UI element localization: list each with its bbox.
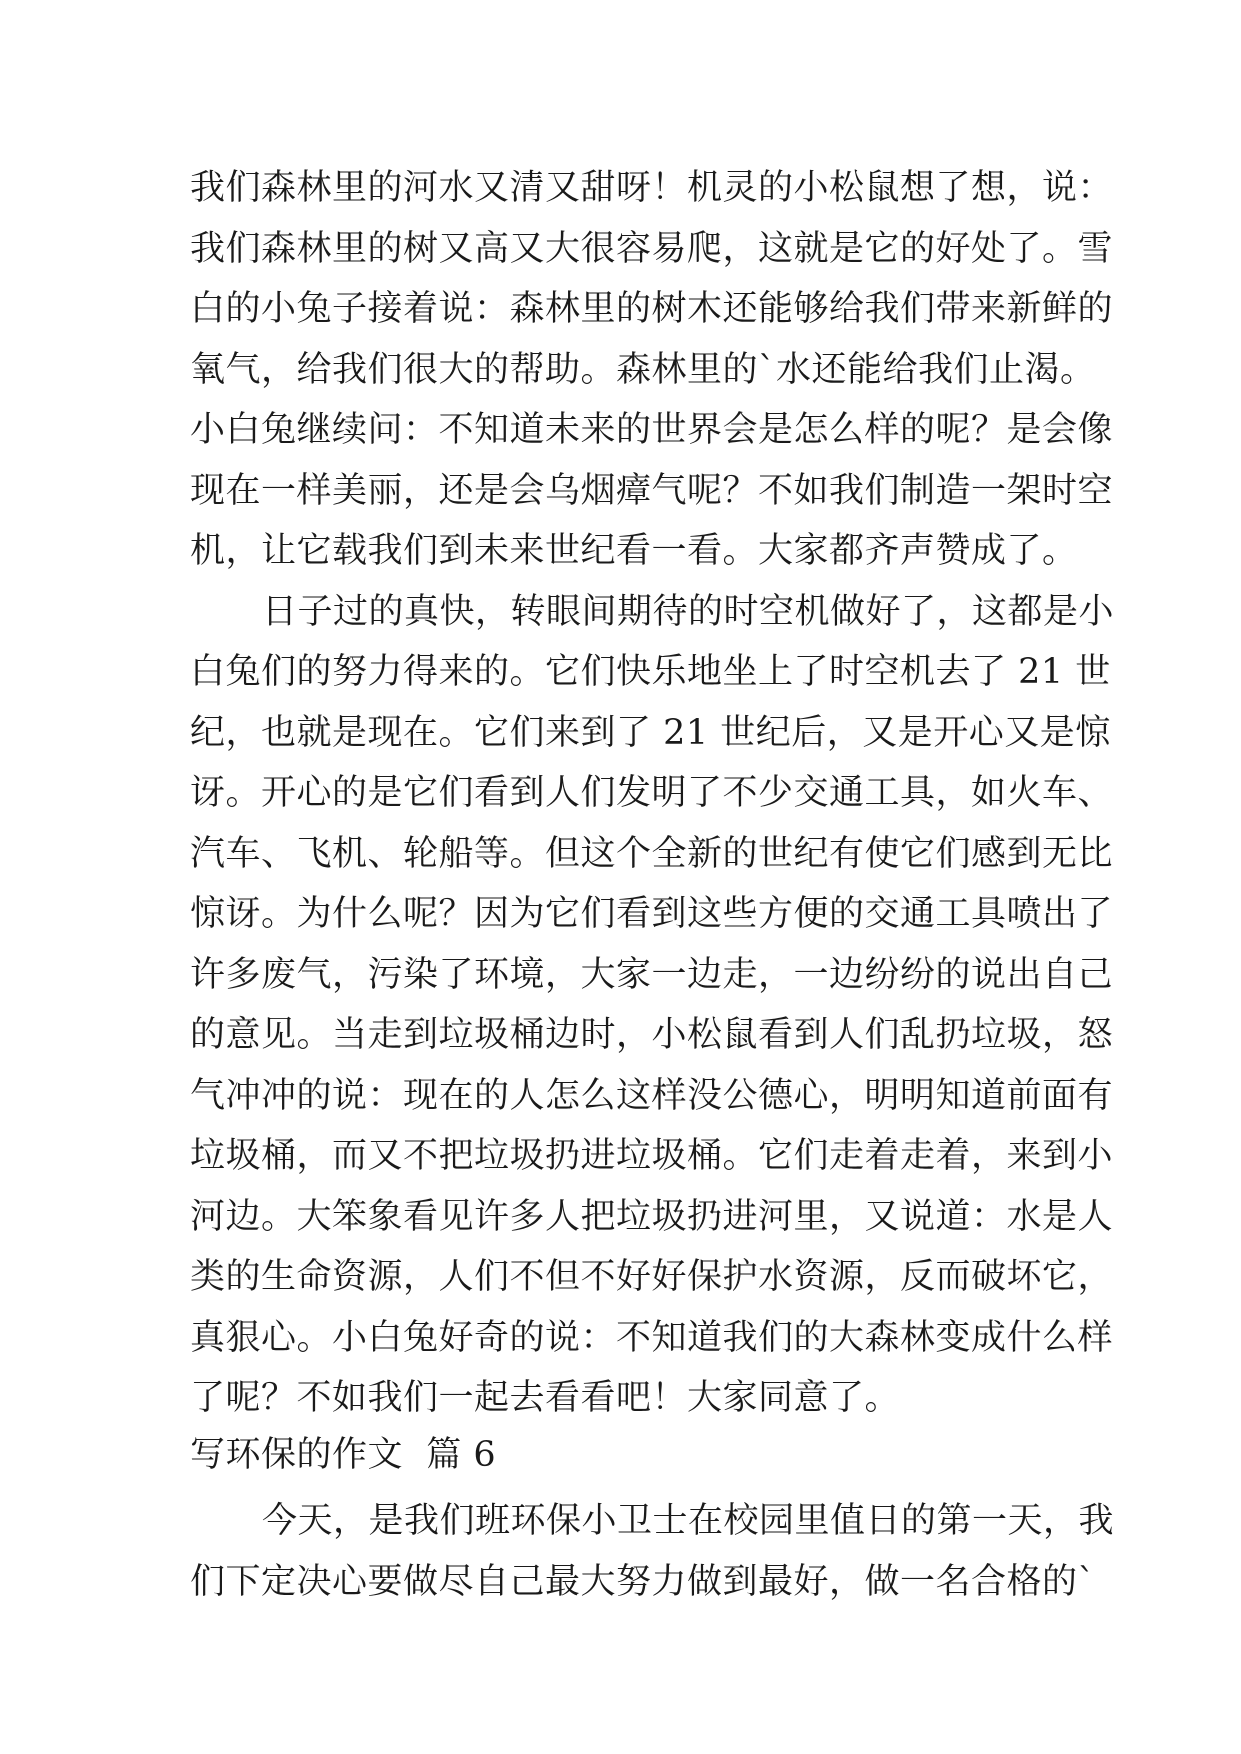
text-line: 现在一样美丽，还是会乌烟瘴气呢？不如我们制造一架时空: [190, 470, 1114, 511]
text-line: 类的生命资源，人们不但不好好保护水资源，反而破坏它，: [190, 1257, 1114, 1297]
text-line: 的意见。当走到垃圾桶边时，小松鼠看到人们乱扔垃圾，怒: [190, 1015, 1114, 1055]
text-line: 我们森林里的河水又清又甜呀！机灵的小松鼠想了想，说：: [190, 168, 1114, 208]
text-line: 垃圾桶，而又不把垃圾扔进垃圾桶。它们走着走着，来到小: [190, 1136, 1114, 1176]
text-line: 惊讶。为什么呢？因为它们看到这些方便的交通工具喷出了: [190, 894, 1114, 934]
text-line: 小白兔继续问：不知道未来的世界会是怎么样的呢？是会像: [190, 410, 1114, 450]
text-line: 白的小兔子接着说：森林里的树木还能够给我们带来新鲜的: [190, 289, 1114, 329]
text-line: 讶。开心的是它们看到人们发明了不少交通工具，如火车、: [190, 773, 1114, 813]
text-line: 了呢？不如我们一起去看看吧！大家同意了。: [190, 1378, 901, 1418]
text-line: 汽车、飞机、轮船等。但这个全新的世纪有使它们感到无比: [190, 833, 1114, 874]
text-line: 河边。大笨象看见许多人把垃圾扔进河里，又说道：水是人: [190, 1196, 1114, 1237]
text-line: 今天，是我们班环保小卫士在校园里值日的第一天，我: [262, 1501, 1115, 1541]
text-line: 们下定决心要做尽自己最大努力做到最好，做一名合格的`: [190, 1561, 1096, 1602]
paragraph-2: [190, 582, 1115, 1429]
paragraph-1: [190, 158, 1114, 582]
section-heading: 写环保的作文 篇 6: [190, 1434, 497, 1475]
text-line: 日子过的真快，转眼间期待的时空机做好了，这都是小: [262, 591, 1115, 632]
text-line: 机，让它载我们到未来世纪看一看。大家都齐声赞成了。: [190, 531, 1078, 571]
text-line: 氧气，给我们很大的帮助。森林里的`水还能给我们止渴。: [190, 349, 1096, 390]
document-body: [190, 158, 1115, 1612]
text-line: 我们森林里的树又高又大很容易爬，这就是它的好处了。雪: [190, 228, 1114, 269]
text-line: 白兔们的努力得来的。它们快乐地坐上了时空机去了 21 世: [190, 652, 1111, 692]
paragraph-3: [190, 1491, 1115, 1612]
text-line: 气冲冲的说：现在的人怎么这样没公德心，明明知道前面有: [190, 1075, 1114, 1116]
text-line: 纪，也就是现在。它们来到了 21 世纪后，又是开心又是惊: [190, 712, 1111, 753]
text-line: 许多废气，污染了环境，大家一边走，一边纷纷的说出自己: [190, 954, 1114, 995]
text-line: 真狠心。小白兔好奇的说：不知道我们的大森林变成什么样: [190, 1317, 1114, 1358]
